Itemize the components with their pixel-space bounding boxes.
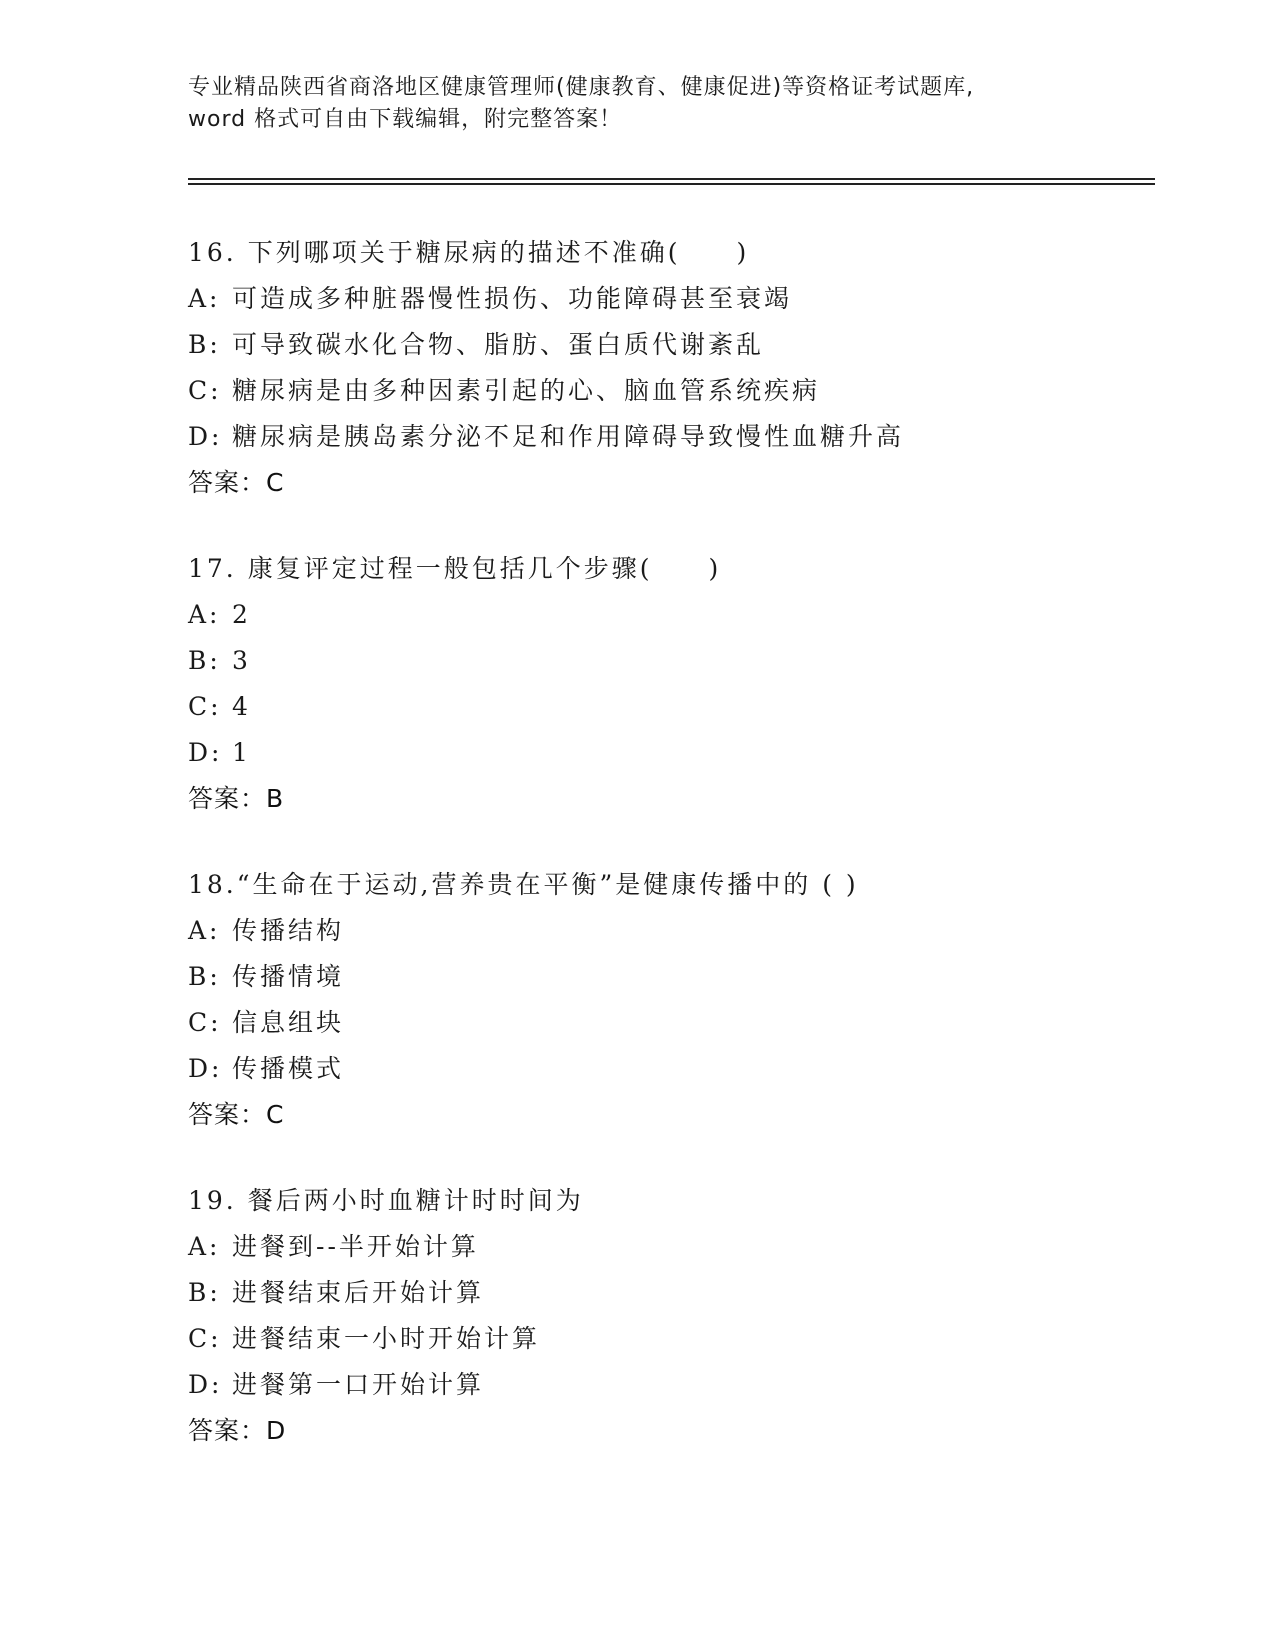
option-text: 进餐第一口开始计算	[232, 1370, 485, 1399]
option-key: C:	[188, 376, 222, 405]
question-stem: 18.“生命在于运动,营养贵在平衡”是健康传播中的 ( )	[188, 870, 859, 899]
option-c	[188, 684, 1168, 730]
option-key: B:	[188, 962, 221, 991]
header-line-2: word 格式可自由下载编辑，附完整答案！	[188, 107, 623, 132]
header-divider-bottom	[188, 183, 1155, 185]
option-key: B:	[188, 330, 221, 359]
option-a	[188, 592, 1168, 638]
option-key: D:	[188, 422, 223, 451]
option-text: 传播情境	[232, 962, 345, 991]
option-b	[188, 322, 1168, 368]
option-d	[188, 414, 1168, 460]
option-text: 3	[232, 646, 251, 675]
option-text: 糖尿病是由多种因素引起的心、脑血管系统疾病	[232, 376, 821, 405]
question-19	[188, 1178, 1168, 1454]
option-key: A:	[188, 916, 221, 945]
question-stem: 17. 康复评定过程一般包括几个步骤( )	[188, 554, 722, 583]
answer-line: 答案：C	[188, 1100, 285, 1129]
option-text: 传播结构	[232, 916, 345, 945]
question-18	[188, 862, 1168, 1138]
option-b	[188, 954, 1168, 1000]
option-key: D:	[188, 1370, 223, 1399]
document-header	[188, 72, 1088, 136]
option-text: 可导致碳水化合物、脂肪、蛋白质代谢紊乱	[232, 330, 765, 359]
option-a	[188, 908, 1168, 954]
question-17	[188, 546, 1168, 822]
answer-line: 答案：B	[188, 784, 285, 813]
option-d	[188, 1362, 1168, 1408]
option-text: 糖尿病是胰岛素分泌不足和作用障碍导致慢性血糖升高	[232, 422, 905, 451]
option-key: B:	[188, 1278, 221, 1307]
option-a	[188, 1224, 1168, 1270]
option-b	[188, 638, 1168, 684]
option-text: 传播模式	[232, 1054, 345, 1083]
header-line-1: 专业精品陕西省商洛地区健康管理师(健康教育、健康促进)等资格证考试题库,	[188, 75, 975, 100]
option-text: 进餐结束后开始计算	[232, 1278, 485, 1307]
option-d	[188, 730, 1168, 776]
option-text: 可造成多种脏器慢性损伤、功能障碍甚至衰竭	[232, 284, 793, 313]
option-text: 4	[232, 692, 251, 721]
option-text: 进餐结束一小时开始计算	[232, 1324, 541, 1353]
option-c	[188, 1316, 1168, 1362]
option-a	[188, 276, 1168, 322]
answer-line: 答案：C	[188, 468, 285, 497]
option-text: 2	[232, 600, 251, 629]
option-text: 信息组块	[232, 1008, 345, 1037]
option-b	[188, 1270, 1168, 1316]
answer-line: 答案：D	[188, 1416, 287, 1445]
option-c	[188, 368, 1168, 414]
option-key: C:	[188, 1008, 222, 1037]
option-key: B:	[188, 646, 221, 675]
option-key: D:	[188, 738, 223, 767]
option-text: 进餐到--半开始计算	[232, 1232, 479, 1261]
option-c	[188, 1000, 1168, 1046]
option-key: A:	[188, 600, 221, 629]
option-key: A:	[188, 1232, 221, 1261]
option-key: D:	[188, 1054, 223, 1083]
question-stem: 16. 下列哪项关于糖尿病的描述不准确( )	[188, 238, 750, 267]
option-d	[188, 1046, 1168, 1092]
option-key: C:	[188, 1324, 222, 1353]
header-divider-top	[188, 178, 1155, 180]
question-16	[188, 230, 1168, 506]
question-stem: 19. 餐后两小时血糖计时时间为	[188, 1186, 584, 1215]
option-key: A:	[188, 284, 221, 313]
option-key: C:	[188, 692, 222, 721]
option-text: 1	[232, 738, 251, 767]
